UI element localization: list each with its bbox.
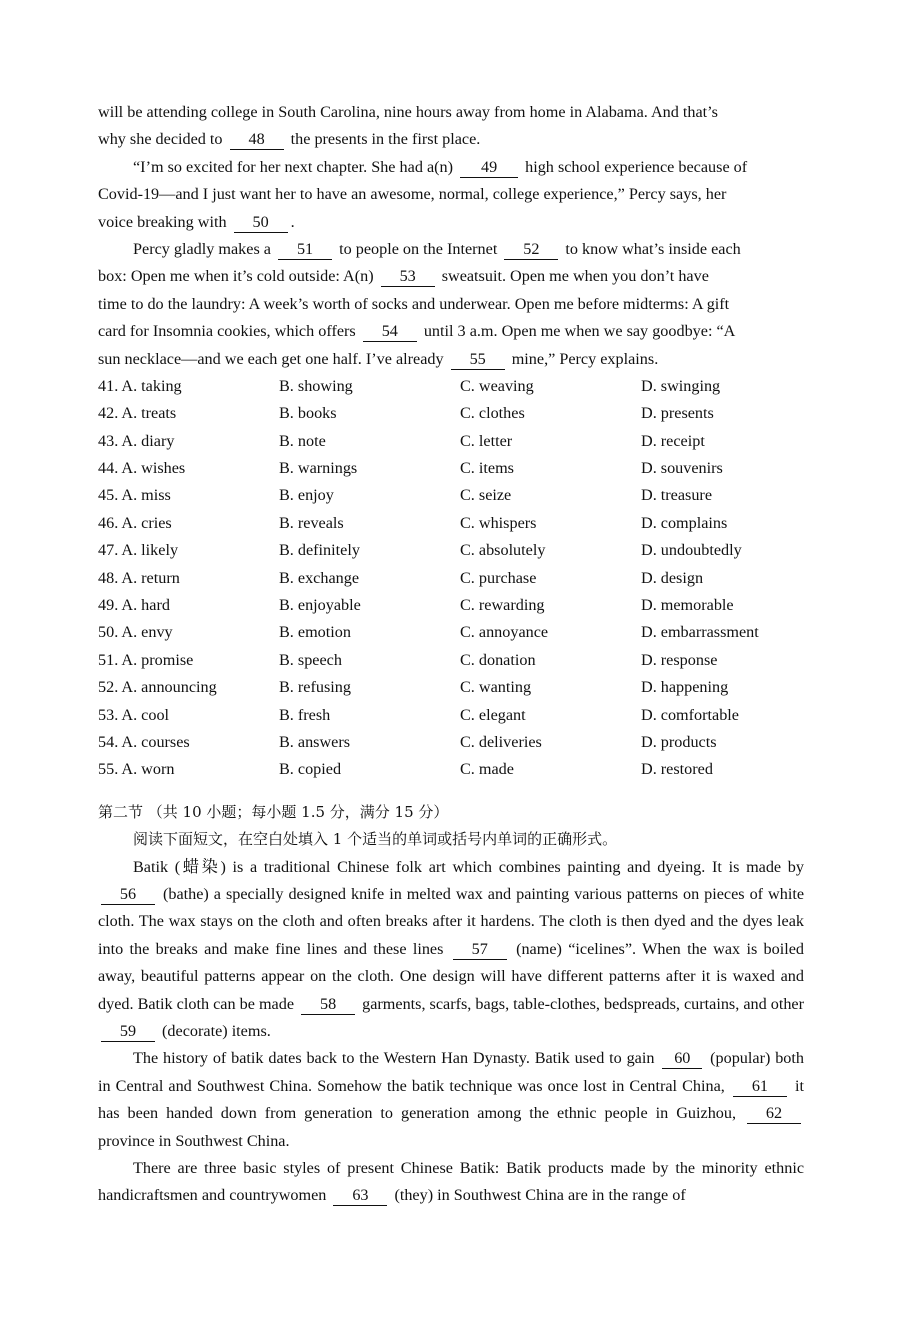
passage-text: . <box>290 212 295 231</box>
option-choice: B. fresh <box>279 705 331 724</box>
option-choice: D. products <box>641 732 717 751</box>
option-choice: D. happening <box>641 678 729 697</box>
option-row <box>98 619 804 646</box>
option-choice: 51. A. promise <box>98 650 194 669</box>
passage-text: it has been handed down from generation to generation among the ethnic people in Guizhou, <box>98 1076 805 1123</box>
blank-58: 58 <box>301 995 355 1015</box>
option-choice: C. annoyance <box>460 623 549 642</box>
passage-text: voice breaking with <box>98 212 227 231</box>
blank-54: 54 <box>363 322 417 342</box>
passage-text: There are three basic styles of present Chinese Batik: Batik products made by the minority ethnic handicraftsmen and countrywomen <box>98 1159 804 1205</box>
section-heading: 第二节 （共 10 小题；每小题 1.5 分，满分 15 分） <box>98 802 449 821</box>
option-row <box>98 702 804 729</box>
option-choice: C. elegant <box>460 705 526 724</box>
batik-paragraph-1 <box>98 854 804 1046</box>
blank-62: 62 <box>747 1104 801 1124</box>
option-choice: 49. A. hard <box>98 596 170 615</box>
option-choice: B. books <box>279 404 337 423</box>
passage-text: sun necklace—and we each get one half. I’ve already <box>98 349 444 368</box>
option-row <box>98 510 804 537</box>
passage-line: will be attending college in South Carolina, nine hours away from home in Alabama. And that’s <box>98 103 718 121</box>
option-choice: 42. A. treats <box>98 404 177 423</box>
batik-paragraph-2 <box>98 1045 804 1155</box>
option-choice: 50. A. envy <box>98 623 173 642</box>
passage-text: the presents in the first place. <box>290 130 481 149</box>
option-choice: 45. A. miss <box>98 486 171 505</box>
passage-text: until 3 a.m. Open me when we say goodbye: “A <box>423 322 736 341</box>
option-choice: C. wanting <box>460 678 532 697</box>
option-choice: 41. A. taking <box>98 376 182 395</box>
option-row <box>98 756 804 783</box>
option-choice: C. absolutely <box>460 541 546 560</box>
option-row <box>98 674 804 701</box>
option-row <box>98 482 804 509</box>
option-choice: C. donation <box>460 650 536 669</box>
passage-line <box>98 209 804 236</box>
blank-63: 63 <box>333 1186 387 1206</box>
passage-line <box>98 318 804 345</box>
option-choice: D. design <box>641 568 704 587</box>
option-choice: 54. A. courses <box>98 732 190 751</box>
passage-line: Covid-19—and I just want her to have an awesome, normal, college experience,” Percy says, her <box>98 185 727 204</box>
passage-text: (decorate) items. <box>162 1021 271 1040</box>
option-choice: C. clothes <box>460 404 525 423</box>
blank-49: 49 <box>460 158 518 178</box>
option-row <box>98 537 804 564</box>
option-row <box>98 729 804 756</box>
answer-options <box>98 373 804 784</box>
passage-text: province in Southwest China. <box>98 1131 290 1150</box>
passage-text: sweatsuit. Open me when you don’t have <box>441 267 709 286</box>
passage-text: Batik (蜡染) is a traditional Chinese folk art which combines painting and dyeing. It is made by <box>133 857 804 876</box>
option-choice: C. whispers <box>460 513 537 532</box>
option-choice: C. seize <box>460 486 512 505</box>
option-row <box>98 455 804 482</box>
option-choice: C. made <box>460 760 514 779</box>
option-choice: B. reveals <box>279 513 344 532</box>
passage-line <box>98 126 804 153</box>
passage-text: box: Open me when it’s cold outside: A(n) <box>98 267 374 286</box>
option-row <box>98 428 804 455</box>
option-row <box>98 565 804 592</box>
option-choice: C. deliveries <box>460 732 542 751</box>
batik-paragraph-3 <box>98 1155 804 1210</box>
option-choice: D. undoubtedly <box>641 541 742 560</box>
blank-57: 57 <box>453 940 507 960</box>
option-choice: D. treasure <box>641 486 713 505</box>
option-choice: 55. A. worn <box>98 760 175 779</box>
option-choice: 53. A. cool <box>98 705 170 724</box>
option-choice: C. weaving <box>460 376 534 395</box>
option-choice: B. note <box>279 431 326 450</box>
option-choice: B. warnings <box>279 459 358 478</box>
passage-text: garments, scarfs, bags, table-clothes, bedspreads, curtains, and other <box>362 994 805 1013</box>
option-row <box>98 647 804 674</box>
option-choice: C. purchase <box>460 568 537 587</box>
option-choice: B. definitely <box>279 541 360 560</box>
option-choice: D. receipt <box>641 431 705 450</box>
passage-text: to people on the Internet <box>339 239 498 258</box>
passage-text: high school experience because of <box>525 157 748 176</box>
option-choice: D. souvenirs <box>641 459 723 478</box>
blank-51: 51 <box>278 240 332 260</box>
section-instruction: 阅读下面短文，在空白处填入 1 个适当的单词或括号内单词的正确形式。 <box>133 830 618 849</box>
option-choice: C. items <box>460 459 514 478</box>
option-choice: B. enjoy <box>279 486 334 505</box>
option-choice: B. answers <box>279 732 351 751</box>
option-row <box>98 592 804 619</box>
option-choice: B. exchange <box>279 568 360 587</box>
blank-55: 55 <box>451 350 505 370</box>
option-choice: C. letter <box>460 431 513 450</box>
option-choice: B. emotion <box>279 623 351 642</box>
option-choice: D. swinging <box>641 376 721 395</box>
blank-61: 61 <box>733 1077 787 1097</box>
cloze-passage <box>98 99 804 373</box>
option-choice: 44. A. wishes <box>98 459 186 478</box>
option-choice: C. rewarding <box>460 596 545 615</box>
option-choice: B. refusing <box>279 678 351 697</box>
page-content <box>98 99 804 1210</box>
blank-56: 56 <box>101 885 155 905</box>
option-choice: D. response <box>641 650 718 669</box>
blank-48: 48 <box>230 130 284 150</box>
passage-line: time to do the laundry: A week’s worth of socks and underwear. Open me before midterms: A gift <box>98 294 730 313</box>
option-choice: D. presents <box>641 404 714 423</box>
passage-text: The history of batik dates back to the Western Han Dynasty. Batik used to gain <box>133 1049 655 1068</box>
blank-60: 60 <box>662 1049 702 1069</box>
passage-text: Percy gladly makes a <box>133 239 271 258</box>
option-choice: D. memorable <box>641 596 734 615</box>
passage-line <box>98 263 804 290</box>
passage-line <box>98 346 804 373</box>
option-row <box>98 400 804 427</box>
passage-text: (popular) both in Central and Southwest China. Somehow the batik technique was once lost in Central China, <box>98 1049 804 1095</box>
option-choice: 46. A. cries <box>98 513 172 532</box>
passage-text: (they) in Southwest China are in the range of <box>394 1186 686 1205</box>
passage-text: (bathe) a specially designed knife in melted wax and painting various patterns on pieces of white cloth. The wax stays on the cloth and often breaks after it hardens. The cloth is then dyed and the dyes leak into the breaks and make fine lines and these lines <box>98 884 804 958</box>
option-choice: D. complains <box>641 513 728 532</box>
option-choice: 52. A. announcing <box>98 678 217 697</box>
passage-text: to know what’s inside each <box>565 239 741 258</box>
passage-line <box>98 236 804 263</box>
option-row <box>98 373 804 400</box>
option-choice: D. comfortable <box>641 705 739 724</box>
passage-text: “I’m so excited for her next chapter. She had a(n) <box>133 157 454 176</box>
blank-59: 59 <box>101 1022 155 1042</box>
option-choice: B. showing <box>279 376 353 395</box>
blank-52: 52 <box>504 240 558 260</box>
option-choice: 43. A. diary <box>98 431 175 450</box>
passage-line <box>98 154 804 181</box>
passage-text: mine,” Percy explains. <box>511 349 659 368</box>
passage-text: why she decided to <box>98 130 223 149</box>
option-choice: B. enjoyable <box>279 596 361 615</box>
passage-text: card for Insomnia cookies, which offers <box>98 322 356 341</box>
option-choice: B. copied <box>279 760 342 779</box>
blank-53: 53 <box>381 267 435 287</box>
option-choice: D. restored <box>641 760 713 779</box>
option-choice: D. embarrassment <box>641 623 759 642</box>
option-choice: B. speech <box>279 650 342 669</box>
option-choice: 48. A. return <box>98 568 180 587</box>
passage-text: (name) “icelines”. When the wax is boiled away, beautiful patterns appear on the cloth. One design will have different patterns after it is waxed and dyed. Batik cloth can be made <box>98 939 805 1013</box>
blank-50: 50 <box>234 213 288 233</box>
option-choice: 47. A. likely <box>98 541 179 560</box>
